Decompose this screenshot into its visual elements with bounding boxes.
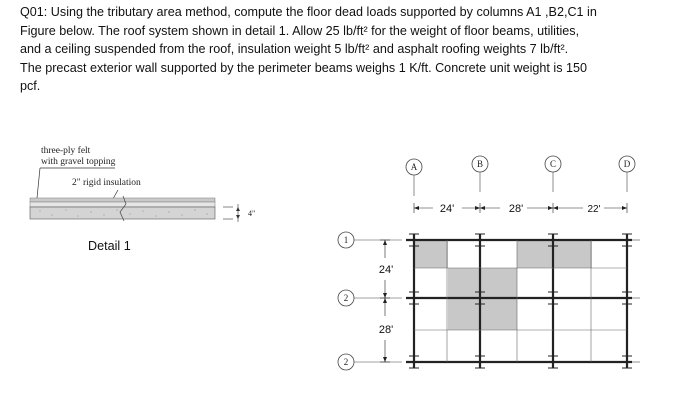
question-line-1: Q01: Using the tributary area method, compute the floor dead loads supported by columns A1 ,B2,C1 in (20, 5, 597, 19)
question-line-3: and a ceiling suspended from the roof, insulation weight 5 lb/ft² and asphalt roofing weights 7 lb/ft². (20, 42, 569, 57)
span-label-bc: 28' (508, 203, 524, 215)
question-line-4: The precast exterior wall supported by the perimeter beams weighs 1 K/ft. Concrete unit weight is 150 (20, 60, 588, 75)
shaded-panel-a1 (414, 240, 448, 268)
span-label-23: 28' (378, 324, 394, 336)
thickness-note: 4" (248, 209, 256, 218)
insulation-note: 2" rigid insulation (72, 178, 141, 188)
column-label-c: C (549, 159, 557, 169)
roof-section-detail (30, 168, 240, 222)
floor-plan (338, 156, 640, 370)
column-label-b: B (476, 159, 484, 169)
question-line-5: pcf. (20, 79, 41, 94)
detail-1-label: Detail 1 (88, 239, 131, 253)
row-label-2: 2 (343, 293, 349, 303)
span-label-cd: 22' (587, 204, 601, 215)
column-label-a: A (410, 162, 418, 172)
row-label-3: 2 (343, 357, 349, 367)
felt-note-line1: three-ply felt (41, 146, 91, 156)
question-line-2: Figure below. The roof system shown in detail 1. Allow 25 lb/ft² for the weight of floor beams, utilities, (20, 23, 580, 38)
span-label-ab: 24' (439, 203, 455, 215)
column-label-d: D (623, 159, 631, 169)
shaded-panel-c1 (517, 240, 592, 268)
row-label-1: 1 (343, 235, 349, 245)
felt-note-line2: with gravel topping (41, 157, 116, 167)
span-label-12: 24' (378, 264, 394, 276)
